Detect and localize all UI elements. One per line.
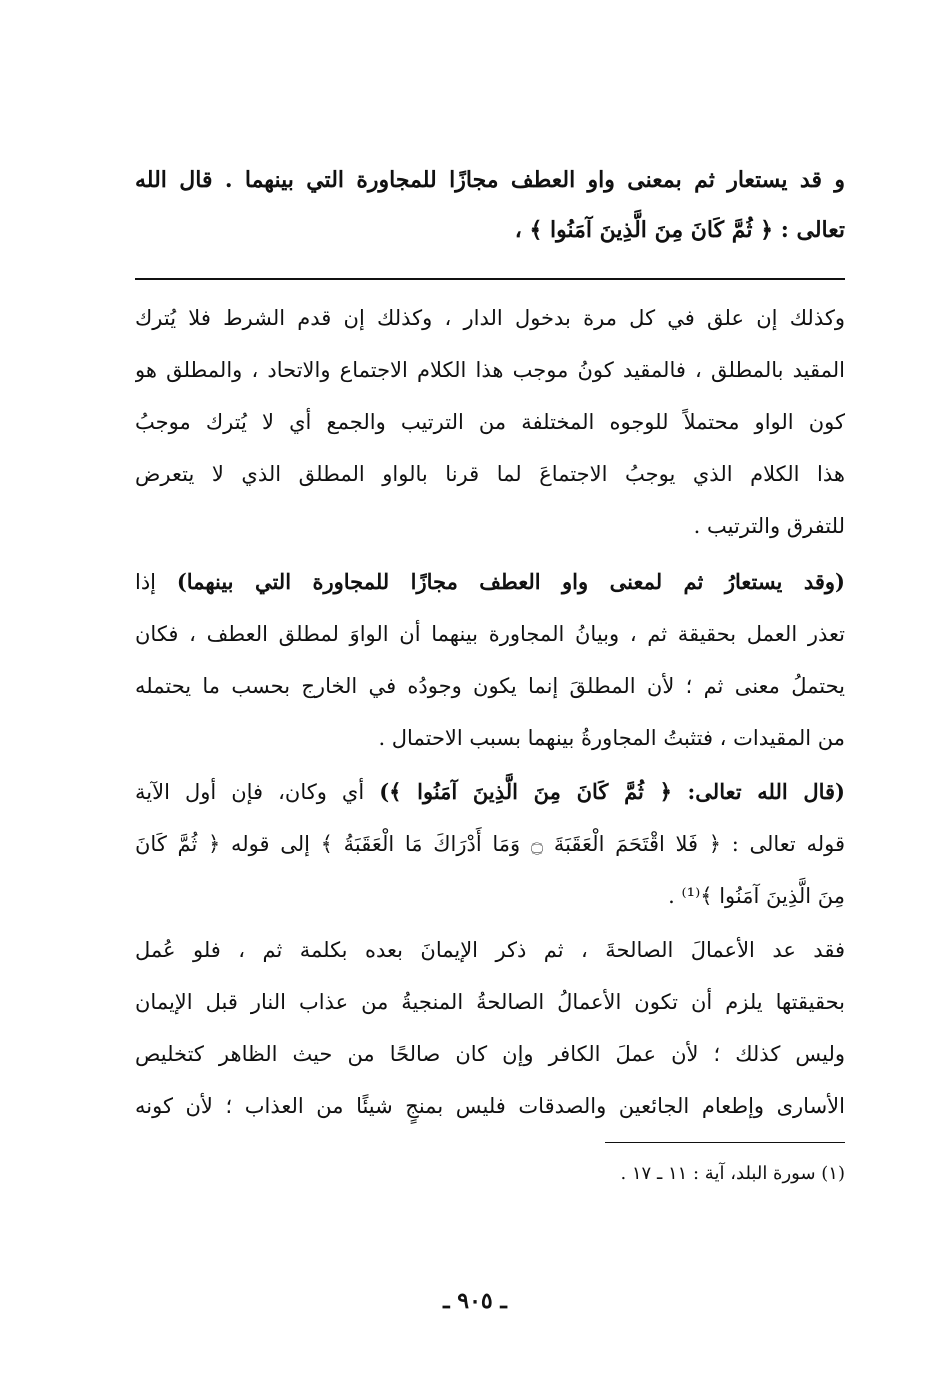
commentary-line: بحقيقتها يلزم أن تكون الأعمالُ الصالحةُ المنجيةُ من عذاب النار قبل الإيمان [135, 990, 845, 1014]
matn-line-1: و قد يستعار ثم بمعنى واو العطف مجازًا للمجاورة التي بينهما . قال الله [135, 167, 845, 193]
commentary-line: قوله تعالى : ﴿ فَلا اقْتَحَمَ الْعَقَبَةَ ۝ وَمَا أَدْرَاكَ مَا الْعَقَبَةُ ﴾ إلى قوله ﴿ ثُمَّ كَانَ [135, 832, 845, 856]
commentary-line: يحتملُ معنى ثم ؛ لأن المطلقَ إنما يكون وجودُه في الخارج بحسب ما يحتمله [135, 674, 845, 698]
commentary-line: هذا الكلام الذي يوجبُ الاجتماعَ لما قرنا بالواو المطلق الذي لا يتعرض [135, 462, 845, 486]
commentary-paragraph-2 [135, 556, 845, 764]
commentary-paragraph-3 [135, 766, 845, 922]
matn-line-2: تعالى : ﴿ ثُمَّ كَانَ مِنَ الَّذِينَ آمَنُوا ﴾ ، [514, 217, 845, 243]
separator-rule [135, 278, 845, 280]
commentary-line [135, 556, 845, 608]
commentary-line [135, 766, 845, 818]
quoted-matn: (قال الله تعالى: ﴿ ثُمَّ كَانَ مِنَ الَّذِينَ آمَنُوا ﴾) [379, 779, 845, 804]
commentary-text: أي وكان، فإن أول الآية [135, 780, 365, 804]
commentary-line: تعذر العمل بحقيقة ثم ، وبيانُ المجاورة بينهما أن الواوَ لمطلق العطف ، فكان [135, 622, 845, 646]
quoted-matn: (وقد يستعارُ ثم لمعنى واو العطف مجازًا للمجاورة التي بينهما) [176, 569, 845, 594]
footnote: (١) سورة البلد، آية : ١١ ـ ١٧ . [620, 1163, 845, 1184]
commentary-line: وليس كذلك ؛ لأن عملَ الكافر وإن كان صالحًا من حيث الظاهر كتخليص [135, 1042, 845, 1066]
commentary-line: من المقيدات ، فتثبتُ المجاورةُ بينهما بسبب الاحتمال . [378, 726, 845, 750]
commentary-line: الأسارى وإطعام الجائعين والصدقات فليس بمنجٍ شيئًا من العذاب ؛ لأن كونه [135, 1094, 845, 1118]
commentary-line: فقد عد الأعمالَ الصالحةَ ، ثم ذكر الإيمانَ بعده بكلمة ثم ، فلو عُمل [135, 938, 845, 962]
footnote-rule [605, 1142, 845, 1143]
commentary-line: كون الواو محتملاً للوجوه المختلفة من الترتيب والجمع أي لا يُترك موجبُ [135, 410, 845, 434]
commentary-line: مِنَ الَّذِينَ آمَنُوا ﴾⁽¹⁾ . [668, 884, 845, 908]
commentary-paragraph-1 [135, 292, 845, 552]
commentary-text: إذا [135, 570, 157, 594]
commentary-line: المقيد بالمطلق ، فالمقيد كونُ موجب هذا الكلام الاجتماع والاتحاد ، والمطلق هو [135, 358, 845, 382]
commentary-line: للتفرق والترتيب . [693, 514, 845, 538]
page-number: ـ ٩٠٥ ـ [443, 1288, 507, 1314]
commentary-paragraph-4 [135, 924, 845, 1132]
matn-text [135, 155, 845, 255]
commentary-line: وكذلك إن علق في كل مرة بدخول الدار ، وكذلك إن قدم الشرط فلا يُترك [135, 306, 845, 330]
